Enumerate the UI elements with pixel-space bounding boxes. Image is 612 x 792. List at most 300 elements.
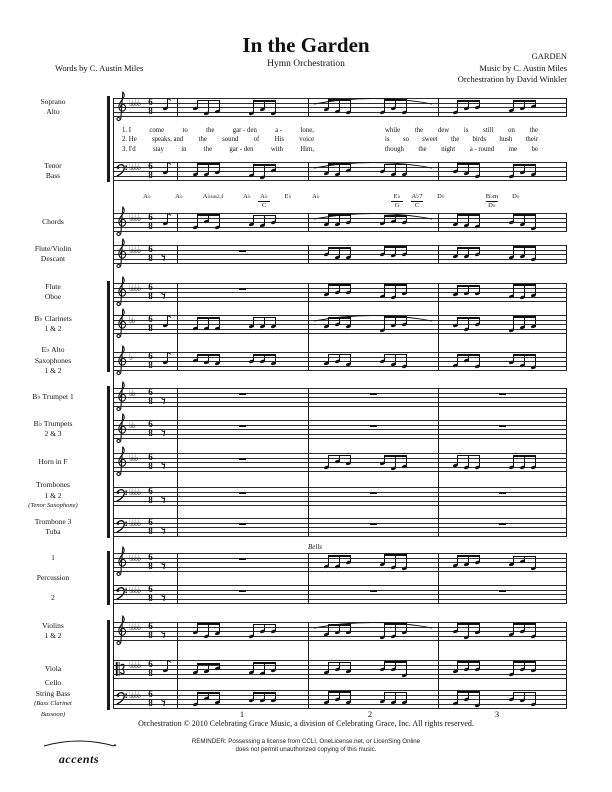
lyric-word: their bbox=[525, 136, 538, 144]
note-stem bbox=[479, 163, 480, 177]
barline bbox=[177, 553, 178, 603]
note-stem bbox=[535, 692, 536, 705]
note-stem bbox=[535, 623, 536, 636]
staff-label-trumpets-2-3 bbox=[0, 419, 106, 440]
beam bbox=[513, 623, 536, 625]
staff-horn-in-f bbox=[113, 453, 567, 471]
chord-root: A♭7 bbox=[411, 193, 423, 200]
note-group bbox=[453, 352, 483, 370]
key-signature: ♭♭♭♭ bbox=[129, 661, 140, 671]
measure-number-2: 2 bbox=[367, 709, 373, 719]
staff-label-line: Bass bbox=[45, 171, 61, 180]
chord-root: D♭ bbox=[437, 193, 445, 200]
measure bbox=[177, 660, 308, 678]
note-group bbox=[453, 98, 483, 116]
barline bbox=[308, 162, 309, 180]
whole-rest bbox=[239, 492, 246, 495]
note-group bbox=[453, 283, 483, 301]
chord-symbol bbox=[203, 193, 223, 201]
measure bbox=[177, 420, 308, 438]
chord-symbol bbox=[411, 193, 423, 209]
note-stem bbox=[395, 455, 396, 468]
beam bbox=[253, 215, 276, 217]
note-group bbox=[249, 622, 279, 640]
time-signature-upper: 6 bbox=[148, 552, 153, 562]
staff-line bbox=[113, 505, 567, 506]
tune-name: GARDEN bbox=[531, 51, 567, 61]
staff-label-horn-in-f bbox=[0, 457, 106, 468]
staff-label-line: Trombone 3 bbox=[34, 516, 72, 526]
key-signature: ♭♭♭♭ bbox=[129, 623, 140, 633]
beam bbox=[328, 691, 351, 693]
key-signature: ♭♭♭♭ bbox=[129, 519, 140, 529]
bass-clef-icon bbox=[115, 691, 128, 705]
lyric-word: hush bbox=[499, 136, 513, 144]
barline bbox=[438, 213, 439, 231]
chord-bass: D♭ bbox=[488, 202, 496, 209]
beam bbox=[457, 247, 480, 249]
measure bbox=[151, 622, 177, 640]
lyric-word: 3. I'd bbox=[122, 145, 136, 153]
time-signature-upper: 6 bbox=[148, 659, 153, 669]
note-stem bbox=[406, 354, 407, 367]
beam bbox=[328, 662, 351, 664]
staff-line bbox=[113, 301, 567, 302]
whole-rest bbox=[499, 523, 506, 526]
note-group bbox=[453, 245, 483, 263]
note-group bbox=[453, 660, 483, 678]
measure bbox=[177, 585, 308, 603]
time-signature-upper: 6 bbox=[148, 621, 153, 631]
pickup-note bbox=[163, 213, 173, 231]
chord-symbol bbox=[512, 193, 520, 200]
note-stem bbox=[535, 246, 536, 259]
note-group bbox=[380, 660, 410, 678]
beam bbox=[197, 100, 220, 102]
staff-label-line: 2 bbox=[51, 592, 55, 602]
note-group bbox=[249, 352, 279, 370]
staff-label-violins-1-2 bbox=[0, 621, 106, 642]
time-signature-lower: 8 bbox=[148, 396, 153, 406]
reminder-line-1: REMINDER: Possessing a license from CCLI, OneLicense.net, or LicenSing Online bbox=[191, 738, 421, 745]
note-stem bbox=[197, 692, 198, 704]
lyric-word: the bbox=[414, 127, 424, 134]
eighth-rest bbox=[161, 589, 167, 599]
measure bbox=[177, 518, 308, 536]
note-group bbox=[380, 690, 410, 708]
lyric-word: speaks, and bbox=[151, 136, 184, 144]
note-group bbox=[453, 162, 483, 180]
staff-line bbox=[113, 180, 567, 181]
beam bbox=[328, 247, 351, 249]
staff-chords bbox=[113, 213, 567, 231]
bass-clef-icon bbox=[115, 586, 128, 600]
beam bbox=[328, 555, 351, 557]
time-signature-lower: 8 bbox=[148, 323, 153, 333]
staff-percussion-2 bbox=[113, 585, 567, 603]
staff-flute-violin-descant bbox=[113, 245, 567, 263]
beam bbox=[513, 661, 536, 663]
staff-label-alto-saxophones bbox=[0, 345, 106, 377]
lyric-word: gar - den bbox=[232, 127, 257, 134]
lyric-word: lone, bbox=[300, 127, 314, 134]
measure bbox=[438, 315, 567, 333]
measure bbox=[308, 690, 438, 708]
note-group bbox=[509, 453, 539, 471]
slur bbox=[312, 157, 434, 167]
lyric-word: sound bbox=[222, 136, 239, 144]
note-group bbox=[509, 352, 539, 370]
key-signature: ♭ bbox=[129, 353, 132, 363]
lyric-word: of bbox=[253, 136, 260, 144]
note-group bbox=[509, 690, 539, 708]
note-stem bbox=[513, 284, 514, 297]
staff-line bbox=[113, 471, 567, 472]
beam bbox=[513, 354, 536, 356]
measure bbox=[308, 553, 438, 571]
staff-label-line: Viola bbox=[44, 663, 62, 673]
time-signature-lower: 8 bbox=[148, 360, 153, 370]
note-group bbox=[509, 622, 539, 640]
staff-line bbox=[113, 438, 567, 439]
eighth-rest bbox=[161, 557, 167, 567]
reminder-line-2: does not permit unauthorized copying of this music. bbox=[235, 746, 377, 753]
treble-clef-icon bbox=[115, 307, 128, 340]
note-group bbox=[193, 690, 223, 708]
chord-bass: C bbox=[414, 202, 420, 209]
staff-trombone-3-tuba bbox=[113, 518, 567, 536]
lyric-word: the bbox=[450, 136, 460, 144]
lyric-word: night bbox=[441, 145, 456, 153]
staff-line bbox=[113, 603, 567, 604]
whole-rest bbox=[499, 492, 506, 495]
treble-clef-icon bbox=[115, 90, 128, 123]
eighth-rest bbox=[161, 392, 167, 402]
staff-label-line: (Bass Clarinet bbox=[34, 700, 72, 707]
whole-rest bbox=[370, 492, 377, 495]
bass-clef-icon bbox=[115, 519, 128, 533]
staff-label-line: Trombones bbox=[36, 480, 70, 490]
beam bbox=[384, 661, 407, 663]
measure bbox=[308, 660, 438, 678]
barline bbox=[566, 283, 567, 370]
beam bbox=[328, 284, 351, 286]
staff-trumpet-1 bbox=[113, 388, 567, 406]
measure bbox=[308, 453, 438, 471]
note-group bbox=[193, 162, 223, 180]
lyric-word: to bbox=[182, 127, 188, 134]
treble-clef-icon bbox=[115, 344, 128, 377]
note-stem bbox=[468, 455, 469, 468]
lyric-word: still bbox=[483, 127, 494, 134]
pickup-note bbox=[163, 660, 173, 678]
staff-percussion-1 bbox=[113, 553, 567, 571]
measure bbox=[177, 315, 308, 333]
beam bbox=[457, 285, 480, 287]
staff-line bbox=[113, 678, 567, 679]
measure bbox=[438, 660, 567, 678]
note-group bbox=[380, 352, 410, 370]
chord-root: A♭ bbox=[243, 193, 251, 200]
chord-root: A♭sus2,4 bbox=[202, 193, 224, 200]
note-group bbox=[249, 660, 279, 678]
note-stem bbox=[384, 284, 385, 297]
measure bbox=[438, 690, 567, 708]
whole-rest bbox=[239, 250, 246, 253]
measure bbox=[438, 622, 567, 640]
lyric-word: the bbox=[206, 127, 215, 134]
chord-symbol bbox=[175, 193, 183, 200]
beam bbox=[513, 316, 536, 318]
time-signature-lower: 8 bbox=[148, 561, 153, 571]
beam bbox=[513, 455, 536, 457]
barline bbox=[177, 622, 178, 708]
beam bbox=[197, 163, 220, 165]
eighth-rest bbox=[161, 424, 167, 434]
beam bbox=[513, 214, 536, 216]
note-stem bbox=[513, 164, 514, 176]
key-signature: ♭♭♭♭ bbox=[129, 554, 140, 564]
staff-label-line: Saxophones bbox=[34, 355, 72, 365]
note-stem bbox=[535, 214, 536, 228]
barline bbox=[308, 622, 309, 708]
note-group bbox=[193, 660, 223, 678]
staff-label-line: 1 & 2 bbox=[44, 366, 62, 376]
lyric-word: come bbox=[149, 127, 165, 134]
note-stem bbox=[535, 556, 536, 568]
eighth-rest bbox=[161, 491, 167, 501]
treble-clef-icon bbox=[115, 205, 128, 238]
beam bbox=[384, 354, 407, 356]
bass-clef-icon bbox=[115, 488, 128, 502]
beam bbox=[197, 623, 220, 625]
time-signature-upper: 6 bbox=[148, 282, 153, 292]
time-signature-lower: 8 bbox=[148, 698, 153, 708]
staff-line bbox=[113, 333, 567, 334]
lyric-word: a - round bbox=[469, 145, 495, 153]
staff-label-line: 1 & 2 bbox=[44, 324, 62, 333]
logo-arc bbox=[36, 739, 122, 747]
treble-clef-icon bbox=[115, 237, 128, 270]
measure bbox=[177, 283, 308, 301]
measure bbox=[308, 98, 438, 116]
chord-root: B♭m bbox=[485, 193, 499, 200]
lyric-word: His bbox=[274, 136, 285, 144]
staff-tenor-bass bbox=[113, 162, 567, 180]
barline bbox=[438, 283, 439, 370]
barline bbox=[177, 98, 178, 116]
key-signature: ♭♭♭♭ bbox=[129, 99, 140, 109]
chord-symbol bbox=[391, 193, 403, 209]
note-group bbox=[509, 283, 539, 301]
barline bbox=[566, 622, 567, 708]
key-signature: ♭♭♭♭ bbox=[129, 214, 140, 224]
slur bbox=[312, 93, 434, 103]
staff-cello-string-bass bbox=[113, 690, 567, 708]
barline bbox=[308, 213, 309, 231]
beam bbox=[457, 100, 480, 102]
lyric-word: is bbox=[463, 127, 469, 134]
measure bbox=[308, 388, 438, 406]
barline bbox=[177, 388, 178, 536]
note-group bbox=[380, 245, 410, 263]
measure bbox=[438, 585, 567, 603]
lyric-word: be bbox=[531, 145, 538, 153]
lyrics-line-3-right bbox=[385, 146, 538, 153]
whole-rest bbox=[370, 590, 377, 593]
note-group bbox=[380, 283, 410, 301]
measure bbox=[438, 453, 567, 471]
staff-violins-1-2 bbox=[113, 622, 567, 640]
barline bbox=[566, 388, 567, 536]
treble-clef-icon bbox=[115, 545, 128, 578]
whole-rest bbox=[370, 425, 377, 428]
note-group bbox=[324, 690, 354, 708]
note-stem bbox=[479, 354, 480, 367]
note-group bbox=[509, 245, 539, 263]
eighth-rest bbox=[161, 249, 167, 259]
note-group bbox=[453, 315, 483, 333]
orchestration-credit: Orchestration by David Winkler bbox=[457, 74, 567, 84]
note-group bbox=[509, 98, 539, 116]
measure bbox=[177, 553, 308, 571]
note-flag bbox=[168, 213, 171, 216]
chord-root: A♭ bbox=[143, 193, 151, 200]
beam bbox=[457, 163, 480, 165]
note-flag bbox=[168, 315, 171, 318]
note-group bbox=[380, 453, 410, 471]
staff-label-viola bbox=[0, 664, 106, 675]
beam bbox=[253, 662, 276, 664]
time-signature-upper: 6 bbox=[148, 314, 153, 324]
key-signature: ♭♭♭♭ bbox=[129, 691, 140, 701]
time-signature-upper: 6 bbox=[148, 584, 153, 594]
publisher-logo bbox=[36, 734, 122, 767]
lyric-word: though bbox=[385, 145, 404, 153]
lyric-word: voice bbox=[299, 136, 314, 144]
eighth-rest bbox=[161, 457, 167, 467]
staff-label-line: B♭ Trumpet 1 bbox=[32, 391, 74, 401]
measure bbox=[151, 453, 177, 471]
beam bbox=[384, 284, 407, 286]
staff-viola bbox=[113, 660, 567, 678]
time-signature-upper: 6 bbox=[148, 419, 153, 429]
note-group bbox=[380, 553, 410, 571]
barline bbox=[438, 98, 439, 116]
measure bbox=[151, 660, 177, 678]
measure bbox=[151, 352, 177, 370]
note-stem bbox=[535, 354, 536, 367]
measure bbox=[438, 213, 567, 231]
measure bbox=[438, 352, 567, 370]
chord-root: E♭ bbox=[393, 193, 401, 200]
staff-trombones-1-2 bbox=[113, 487, 567, 505]
whole-rest bbox=[239, 590, 246, 593]
note-stem bbox=[275, 100, 276, 113]
measure bbox=[151, 388, 177, 406]
lyric-word: on bbox=[508, 127, 515, 134]
lyric-word: is bbox=[385, 136, 390, 144]
time-signature-upper: 6 bbox=[148, 517, 153, 527]
lyric-word: sweet bbox=[422, 136, 438, 144]
lyric-word: with bbox=[270, 145, 283, 153]
measure bbox=[177, 245, 308, 263]
barline bbox=[308, 388, 309, 536]
beam bbox=[457, 555, 480, 557]
measure bbox=[151, 283, 177, 301]
time-signature-lower: 8 bbox=[148, 170, 153, 180]
lyrics-line-1-left bbox=[122, 127, 314, 134]
staff-label-line: Alto bbox=[46, 107, 60, 116]
staff-line bbox=[113, 640, 567, 641]
beam bbox=[457, 354, 480, 356]
beam bbox=[328, 354, 351, 356]
barline bbox=[566, 245, 567, 263]
measure bbox=[438, 518, 567, 536]
lyric-word: gar - den bbox=[229, 145, 254, 153]
lyric-word: birds bbox=[472, 136, 487, 144]
barline bbox=[438, 388, 439, 536]
measure bbox=[438, 487, 567, 505]
note-stem bbox=[457, 691, 458, 704]
note-group bbox=[193, 622, 223, 640]
key-signature: ♭♭♭♭ bbox=[129, 246, 140, 256]
time-signature-lower: 8 bbox=[148, 253, 153, 263]
group-bracket bbox=[107, 620, 110, 710]
note-group bbox=[249, 98, 279, 116]
measure bbox=[308, 283, 438, 301]
lyrics-line-3-left bbox=[122, 146, 314, 153]
measure bbox=[151, 98, 177, 116]
measure bbox=[438, 553, 567, 571]
measure bbox=[308, 585, 438, 603]
barline bbox=[308, 553, 309, 603]
key-signature: ♭♭ bbox=[129, 316, 135, 326]
chord-bass: C bbox=[261, 202, 267, 209]
note-group bbox=[509, 162, 539, 180]
staff-label-percussion-1 bbox=[0, 553, 106, 603]
staff-label-line: Chords bbox=[42, 216, 64, 226]
chord-symbol bbox=[284, 193, 291, 200]
staff-label-line: E♭ Alto bbox=[41, 345, 65, 355]
eighth-rest bbox=[161, 287, 167, 297]
measure bbox=[151, 487, 177, 505]
measure bbox=[308, 315, 438, 333]
measure bbox=[151, 162, 177, 180]
beam bbox=[457, 623, 480, 625]
staff-line bbox=[113, 406, 567, 407]
lyric-word: the bbox=[418, 145, 427, 153]
logo-text: accents bbox=[58, 752, 100, 766]
measure bbox=[177, 388, 308, 406]
lyric-word: a - bbox=[275, 127, 283, 134]
measure bbox=[177, 213, 308, 231]
barline bbox=[308, 98, 309, 116]
beam bbox=[513, 692, 536, 694]
staff-label-line: Percussion bbox=[36, 572, 70, 582]
time-signature-upper: 6 bbox=[148, 244, 153, 254]
beam bbox=[384, 455, 407, 457]
time-signature-lower: 8 bbox=[148, 291, 153, 301]
beam bbox=[197, 692, 220, 694]
staff-trumpets-2-3 bbox=[113, 420, 567, 438]
note-group bbox=[193, 352, 223, 370]
lyric-word: in bbox=[181, 145, 187, 153]
barline bbox=[177, 213, 178, 231]
measure bbox=[177, 453, 308, 471]
measure bbox=[308, 518, 438, 536]
staff-label-line: Horn in F bbox=[38, 456, 68, 466]
